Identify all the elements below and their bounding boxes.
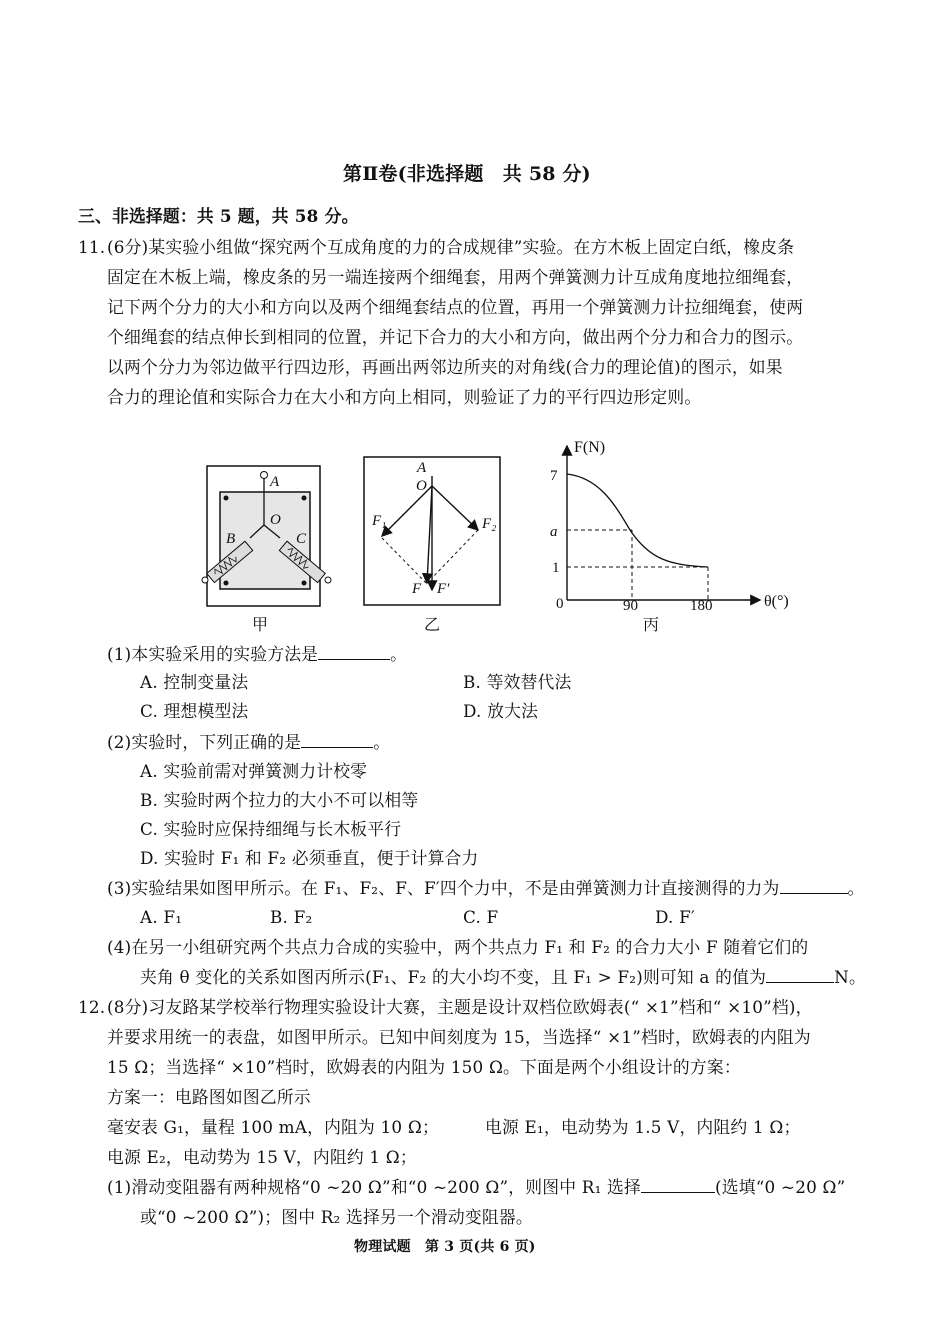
y-axis-label: F(N) <box>574 439 606 456</box>
option-a: A. 控制变量法 <box>140 672 249 692</box>
option-c: C. 理想模型法 <box>140 701 249 721</box>
question-11-number: 11. <box>78 237 106 257</box>
caption-jia: 甲 <box>252 617 269 634</box>
stem-text: (1)本实验采用的实验方法是 <box>107 644 319 664</box>
answer-blank[interactable] <box>780 879 848 894</box>
x-tick: 0 <box>556 596 564 612</box>
stem-text: 夹角 θ 变化的关系如图丙所示(F₁、F₂ 的大小均不变，且 F₁ > F₂)则可知 a 的值为 <box>140 967 767 987</box>
stem-end: 。 <box>373 732 391 752</box>
section-heading: 三、非选择题：共 5 题，共 58 分。 <box>78 206 359 226</box>
x-axis-label: θ(°) <box>764 593 789 610</box>
q11-sub4-line2 <box>140 966 866 988</box>
y-tick: 7 <box>550 468 558 484</box>
answer-blank[interactable] <box>301 733 373 748</box>
figure-jia <box>202 466 331 634</box>
stem-text: (1)滑动变阻器有两种规格“0 ~20 Ω”和“0 ~200 Ω”，则图中 R₁ 选择 <box>107 1177 642 1197</box>
label-f: F <box>412 581 422 597</box>
y-tick: 1 <box>552 560 560 576</box>
q12-source-e2-spec: 电源 E₂，电动势为 15 V，内阻约 1 Ω； <box>107 1147 417 1167</box>
q11-text-line: 个细绳套的结点伸长到相同的位置，并记下合力的大小和方向，做出两个分力和合力的图示。 <box>107 327 804 347</box>
q11-sub3-stem <box>107 877 865 899</box>
page-footer: 物理试题 第 3 页(共 6 页) <box>354 1239 536 1255</box>
option-c: C. 实验时应保持细绳与长木板平行 <box>140 819 402 839</box>
stem-end: 。 <box>847 878 865 898</box>
stem-text: (3)实验结果如图甲所示。在 F₁、F₂、F、F′四个力中，不是由弹簧测力计直接测得的力为 <box>107 878 780 898</box>
label-f2: F₂ <box>482 516 497 532</box>
q12-text-line: 方案一：电路图如图乙所示 <box>107 1087 311 1107</box>
q12-text-line: 15 Ω；当选择“ ×10”档时，欧姆表的内阻为 150 Ω。下面是两个小组设计的方案： <box>107 1057 741 1077</box>
q11-sub4-line1: (4)在另一小组研究两个共点力合成的实验中，两个共点力 F₁ 和 F₂ 的合力大小 F 随着它们的 <box>107 937 809 957</box>
option-c: C. F <box>463 907 499 927</box>
stem-text: (2)实验时，下列正确的是 <box>107 732 302 752</box>
stem-after: (选填“0 ~20 Ω” <box>715 1177 846 1197</box>
caption-yi: 乙 <box>424 617 441 634</box>
question-12-number: 12. <box>78 997 106 1017</box>
option-b: B. 等效替代法 <box>463 672 572 692</box>
option-a: A. 实验前需对弹簧测力计校零 <box>140 761 368 781</box>
label-c: C <box>296 531 307 547</box>
figure-yi <box>364 457 500 634</box>
y-tick: a <box>550 524 558 540</box>
answer-blank[interactable] <box>318 645 390 660</box>
stem-end: 。 <box>390 644 408 664</box>
label-f1: F₁ <box>372 513 387 529</box>
q11-sub2-stem <box>107 731 390 753</box>
x-tick: 180 <box>690 598 713 614</box>
option-b: B. 实验时两个拉力的大小不可以相等 <box>140 790 419 810</box>
part-title: 第Ⅱ卷(非选择题 共 58 分) <box>343 163 591 185</box>
q11-text-line: 以两个分力为邻边做平行四边形，再画出两邻边所夹的对角线(合力的理论值)的图示，如果 <box>107 357 783 377</box>
option-b: B. F₂ <box>270 907 313 927</box>
q12-sub1-line2: 或“0 ~200 Ω”)；图中 R₂ 选择另一个滑动变阻器。 <box>140 1207 533 1227</box>
caption-bing: 丙 <box>643 617 660 634</box>
q12-sub1-stem <box>107 1176 845 1198</box>
label-b: B <box>226 531 236 547</box>
q11-text-line: 记下两个分力的大小和方向以及两个细绳套结点的位置，再用一个弹簧测力计拉细绳套，使两 <box>107 297 804 317</box>
label-a: A <box>417 460 427 476</box>
q12-source-e1-spec: 电源 E₁，电动势为 1.5 V，内阻约 1 Ω； <box>485 1117 801 1137</box>
q12-text-line: (8分)习友路某学校举行物理实验设计大赛，主题是设计双档位欧姆表(“ ×1”档和“ ×10”档)， <box>107 997 813 1017</box>
answer-blank[interactable] <box>641 1178 715 1193</box>
q12-ammeter-spec: 毫安表 G₁，量程 100 mA，内阻为 10 Ω； <box>107 1117 439 1137</box>
option-d: D. 实验时 F₁ 和 F₂ 必须垂直，便于计算合力 <box>140 848 479 868</box>
option-d: D. F′ <box>655 907 695 927</box>
q11-text-line: 合力的理论值和实际合力在大小和方向上相同，则验证了力的平行四边形定则。 <box>107 387 702 407</box>
q12-text-line: 并要求用统一的表盘，如图甲所示。已知中间刻度为 15，当选择“ ×1”档时，欧姆表的内阻为 <box>107 1027 811 1047</box>
label-o: O <box>416 478 427 494</box>
x-tick: 90 <box>623 598 638 614</box>
label-f-prime: F′ <box>437 581 450 597</box>
label-o: O <box>270 512 281 528</box>
option-d: D. 放大法 <box>463 701 539 721</box>
option-a: A. F₁ <box>140 907 183 927</box>
stem-end: N。 <box>834 967 866 987</box>
label-a: A <box>270 474 280 490</box>
answer-blank[interactable] <box>766 968 834 983</box>
q11-sub1-stem <box>107 643 407 665</box>
q11-text-line: (6分)某实验小组做“探究两个互成角度的力的合成规律”实验。在方木板上固定白纸，橡皮条 <box>107 237 795 257</box>
figure-bing <box>550 439 789 634</box>
q11-figures <box>0 0 950 660</box>
q11-text-line: 固定在木板上端，橡皮条的另一端连接两个细绳套，用两个弹簧测力计互成角度地拉细绳套， <box>107 267 804 287</box>
